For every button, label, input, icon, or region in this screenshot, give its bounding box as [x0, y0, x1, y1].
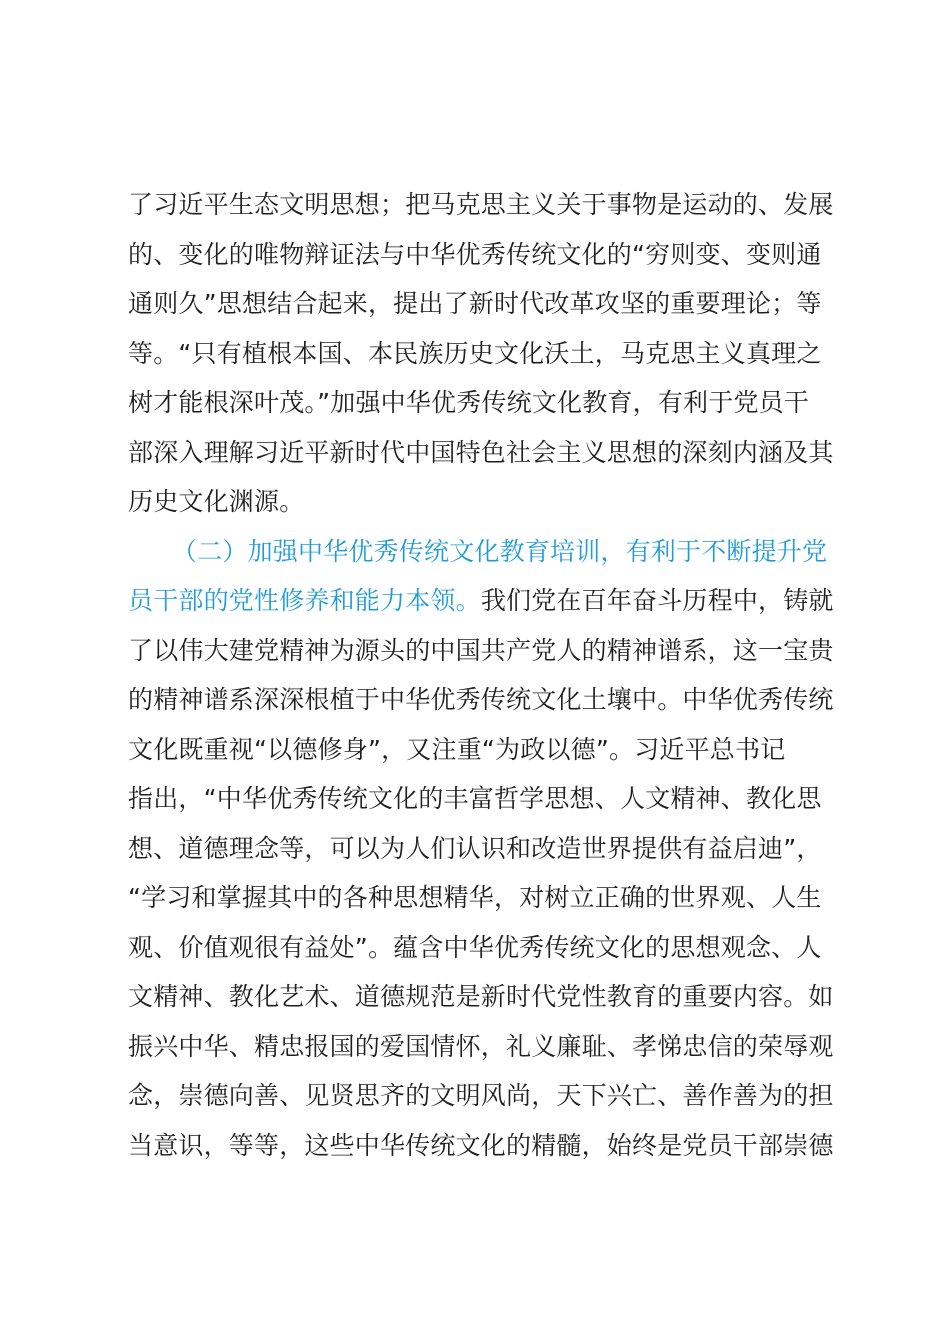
body-text [128, 180, 844, 1170]
text-line: 历史文化渊源。 [128, 487, 305, 516]
text-line: 指出，“中华优秀传统文化的丰富哲学思想、人文精神、教化思 [128, 784, 822, 813]
text-run: 我们党在百年奋斗历程中，铸就 [480, 586, 834, 615]
text-line: 振兴中华、精忠报国的爱国情怀，礼义廉耻、孝悌忠信的荣辱观 [128, 1031, 834, 1061]
text-line: 树才能根深叶茂。”加强中华优秀传统文化教育，有利于党员干 [128, 388, 810, 417]
text-line: 当意识，等等，这些中华传统文化的精髓，始终是党员干部崇德 [128, 1130, 834, 1160]
text-line: 想、道德理念等，可以为人们认识和改造世界提供有益启迪”， [128, 833, 822, 863]
text-line: 部深入理解习近平新时代中国特色社会主义思想的深刻内涵及其 [128, 437, 834, 467]
section-heading: （二）加强中华优秀传统文化教育培训，有利于不断提升党 [172, 536, 828, 566]
text-line: 通则久”思想结合起来，提出了新时代改革攻坚的重要理论；等 [128, 289, 822, 318]
text-line: 的、变化的唯物辩证法与中华优秀传统文化的“穷则变、变则通 [128, 239, 822, 269]
section-heading-line [128, 527, 844, 577]
text-line: 观、价值观很有益处”。蕴含中华优秀传统文化的思想观念、人 [128, 932, 822, 962]
section-heading-line [128, 576, 844, 626]
text-line: 文化既重视“以德修身”，又注重“为政以德”。习近平总书记 [128, 734, 786, 764]
text-line: 念，崇德向善、见贤思齐的文明风尚，天下兴亡、善作善为的担 [128, 1081, 834, 1110]
text-line: 了习近平生态文明思想；把马克思主义关于事物是运动的、发展 [128, 190, 834, 219]
text-line: 的精神谱系深深根植于中华优秀传统文化土壤中。中华优秀传统 [128, 685, 834, 714]
text-line: “学习和掌握其中的各种思想精华，对树立正确的世界观、人生 [128, 883, 822, 912]
text-line: 等。“只有植根本国、本民族历史文化沃土，马克思主义真理之 [128, 338, 822, 368]
section-heading: 员干部的党性修养和能力本领。 [128, 586, 481, 615]
text-line: 了以伟大建党精神为源头的中国共产党人的精神谱系，这一宝贵 [128, 635, 834, 665]
text-line: 文精神、教化艺术、道德规范是新时代党性教育的重要内容。如 [128, 982, 834, 1011]
